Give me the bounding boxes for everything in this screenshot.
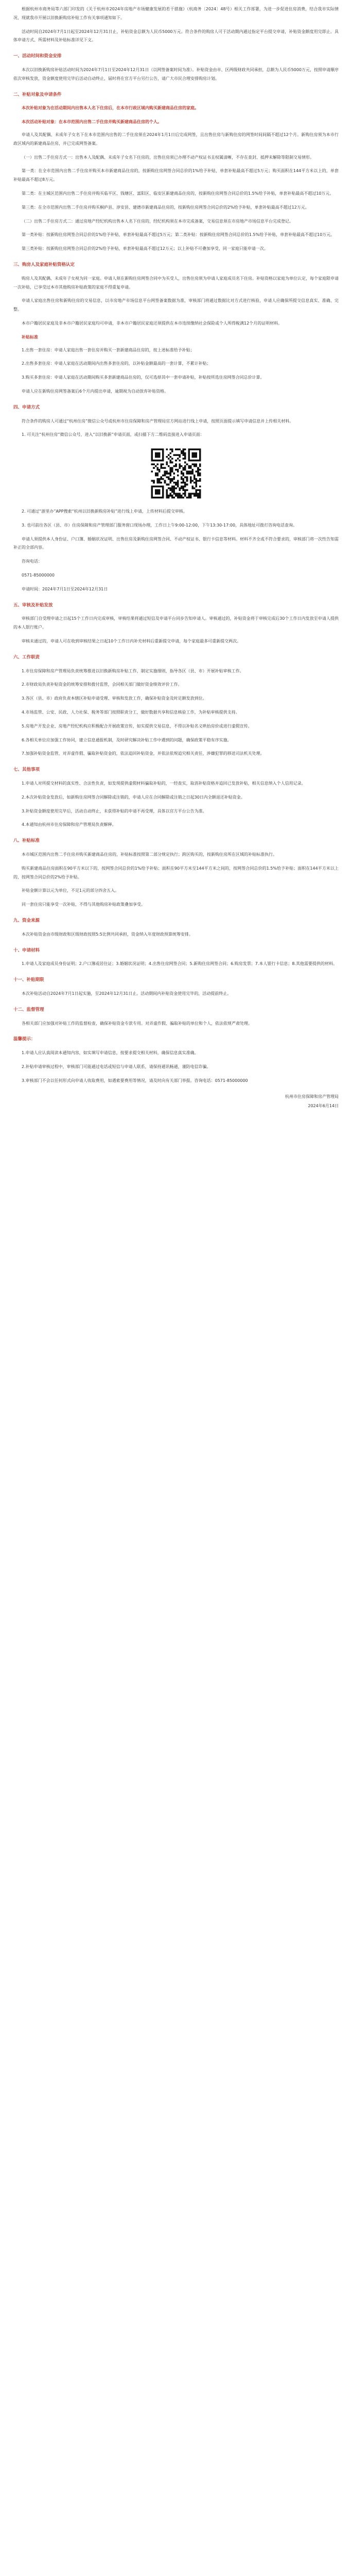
section bbox=[13, 766, 339, 829]
section-paragraph: （一）出售二手住房方式一：出售本人及配偶、未成年子女名下住房的，出售住房须已办理不动产权证书且权属清晰，不存在查封、抵押未解除等限制交易情形。 bbox=[22, 155, 314, 160]
section-paragraph: 本次补贴资金由市级财政和区级财政按照5:5比例共同承担，资金纳入年度财政预算统筹安排。 bbox=[22, 931, 193, 937]
section-paragraph: 购房人及其配偶、未成年子女视为同一家庭。申请人须在新购住房网签合同中为买受人，出售住房须为申请人家庭成员名下住房。补贴资格以家庭为单位认定，每个家庭限申请一次补贴，已享受过本市其他购房补贴政策的家庭不得重复申请。 bbox=[13, 276, 339, 290]
section-heading: 七、其他事项 bbox=[13, 767, 40, 773]
section-paragraph: 本次以旧换新购房补贴活动时间为2024年7月1日至2024年12月31日（以网签备案时间为准）。补贴资金由市、区两级财政共同承担，总额为人民币5000万元，按照申请顺序依次审核发放，资金额度使用完毕后活动自动终止，届时将在官方平台另行公告，请广大市民合理安排购房计划。 bbox=[13, 67, 339, 81]
section bbox=[13, 837, 339, 909]
section-heading: 五、审核及补贴发放 bbox=[13, 602, 53, 608]
section-heading: 六、工作职责 bbox=[13, 654, 40, 660]
section-paragraph: 1.出售一套住房：申请人家庭出售一套住房并购买一套新建商品住房的，按上述标准给予补贴； bbox=[22, 347, 195, 352]
sections bbox=[13, 52, 339, 1028]
section-paragraph: 2. 可通过“浙里办”APP搜索“杭州以旧换新购房补贴”进行线上申请，上传材料后提交审核。 bbox=[22, 509, 187, 514]
note-item: 2.补贴申请审核过程中，审核部门可能通过电话或短信与申请人联系，请保持通讯畅通，谨防电信诈骗。 bbox=[22, 1064, 211, 1069]
notes-list bbox=[13, 1049, 339, 1085]
section-paragraph: 申请时间：2024年7月1日至2024年12月31日 bbox=[22, 586, 108, 591]
section-paragraph: 4.本通知由杭州市住房保障和房产管理局负责解释。 bbox=[22, 822, 116, 827]
section-paragraph: 4.市场监管、公安、民政、人力社保、税务等部门按照职责分工，做好数据共享和信息核验工作，为补贴审核提供支持。 bbox=[22, 710, 240, 715]
section bbox=[13, 91, 339, 253]
section-paragraph: 第二类：在主城区范围内出售二手住房并购买临平区、钱塘区、富阳区、临安区新建商品住房的，按新购住房网签合同总价的1.5%给予补贴，单套补贴最高不超过10万元。 bbox=[22, 191, 334, 196]
intro-paragraph: 活动时间自2024年7月1日起至2024年12月31日止，补贴资金总额为人民币5000万元。符合条件的购房人可于活动期内通过指定平台提交申请，补贴资金额度用完即止。具体申请方式、所需材料及补贴标准详见下文。 bbox=[13, 29, 339, 43]
section-paragraph: 第三类：在全市范围内出售二手住房并购买桐庐县、淳安县、建德市新建商品住房的，按新购住房网签合同总价的2%给予补贴，单套补贴最高不超过12万元。 bbox=[22, 205, 309, 210]
signature: 杭州市住房保障和房产管理局 bbox=[285, 1094, 339, 1099]
section-paragraph: 本次补贴活动自2024年7月1日起实施，至2024年12月31日止。活动期间内补贴资金使用完毕的，活动提前终止。 bbox=[22, 991, 232, 996]
section-paragraph: 第三类补贴：按新购住房网签合同总价的2%给予补贴，单套补贴最高不超过12万元；以上补贴不可叠加享受，同一家庭只能申请一次。 bbox=[22, 246, 268, 251]
section-paragraph: 申请人须提供本人身份证、户口簿、婚姻状况证明、出售住房及新购住房网签合同、不动产权证书、银行卡信息等材料。材料不齐全或不符合要求的，审核部门将一次性告知需补正的全部内容。 bbox=[13, 536, 339, 550]
section-subheading: 本次活动补贴对象：在本市范围内出售二手住房并购买新建商品住房的个人。 bbox=[22, 120, 162, 125]
section-paragraph: 审核部门自受理申请之日起15个工作日内完成审核，审核结果将通过短信及申请平台同步告知申请人。审核通过的，补贴资金将于审核完成后30个工作日内发放至申请人提供的本人银行账户。 bbox=[13, 616, 339, 630]
section-subheading: 本次补贴对象为在活动期间内出售本人名下住房后，在本市行政区域内购买新建商品住房的家庭。 bbox=[22, 106, 199, 111]
section-paragraph: 1. 可关注“杭州住房”微信公众号，进入“以旧换新”申请页面，或扫描下方二维码直接进入申请页面： bbox=[22, 432, 204, 437]
intro bbox=[13, 5, 339, 45]
section-paragraph: 第一类：在全市范围内出售二手住房并购买本市新建商品住房的，按新购住房网签合同总价的1%给予补贴，单套补贴最高不超过5万元；购买面积在144平方米以上的，单套补贴最高不超过8万元。 bbox=[13, 168, 339, 182]
section-paragraph: 2.本次补贴资金发放后，如新购住房网签合同解除或注销的，申请人应在合同解除或注销之日起30日内全额退还补贴资金。 bbox=[22, 794, 245, 800]
section-heading: 一、活动时间和资金安排 bbox=[13, 54, 62, 59]
section-paragraph: 6.各相关单位应加强工作协同，建立信息通报机制，及时研究解决补贴工作中遇到的问题，确保政策平稳有序实施。 bbox=[22, 737, 232, 742]
section bbox=[13, 403, 339, 594]
section-paragraph: 申请人应在新购住房网签备案后6个月内提出申请，逾期视为自动放弃补贴资格。 bbox=[22, 388, 169, 394]
notes-block bbox=[13, 1035, 339, 1085]
intro-paragraph: 根据杭州市商务局等六部门印发的《关于杭州市2024年房地产市场健康发展的若干措施》（杭商务〔2024〕48号）相关工作部署，为进一步促进住房消费，结合我市实际情况，现就我市开展以旧换新购房补贴工作有关事项通知如下。 bbox=[13, 7, 339, 20]
section-paragraph: 申请人及其配偶、未成年子女名下在本市范围内出售的二手住房须在2024年1月1日后完成网签，且出售住房与新购住房的网签时间间隔不超过12个月。新购住房须为本市行政区域内的新建商品住房，并已完成网签备案。 bbox=[13, 132, 339, 146]
section-paragraph: 1.市住房保障和房产管理局负责统筹推进以旧换新购房补贴工作，制定实施细则，指导各区（县、市）开展补贴审核工作。 bbox=[22, 668, 244, 673]
section bbox=[13, 917, 339, 939]
notes-title: 温馨提示： bbox=[13, 1037, 36, 1042]
section-heading: 八、补贴标准 bbox=[13, 838, 40, 844]
note-item: 1.申请人应认真阅读本通知内容，如实填写申请信息，按要求提交相关材料，确保信息真实准确。 bbox=[22, 1050, 199, 1056]
section-paragraph: 申请人家庭出售住房和新购住房的交易信息，以市房地产市场信息平台网签备案数据为准，审核部门将通过数据比对方式进行核验，申请人应确保所提交信息真实、准确、完整。 bbox=[13, 298, 339, 312]
section-heading: 二、补贴对象及申请条件 bbox=[13, 92, 62, 97]
section-paragraph: 第一类补贴：按新购住房网签合同总价的1%给予补贴，单套补贴最高不超过5万元；第二类补贴：按新购住房网签合同总价的1.5%给予补贴，单套补贴最高不超过10万元。 bbox=[22, 232, 335, 238]
section-paragraph: 5.房地产开发企业、房地产经纪机构应积极配合开展政策宣传，如实提供交易信息，不得以补贴名义哄抬房价或进行虚假宣传。 bbox=[22, 723, 252, 728]
section-subheading: 补贴标准 bbox=[22, 334, 38, 340]
section-heading: 三、购房人及家庭补贴资格认定 bbox=[13, 262, 75, 267]
note-item: 3.审核部门不会以任何形式向申请人收取费用，如遇索要费用等情况，请及时向有关部门举报。咨询电话：0571-85000000 bbox=[22, 1078, 248, 1083]
section bbox=[13, 1006, 339, 1028]
section-paragraph: 咨询电话： bbox=[22, 559, 42, 564]
section-paragraph: 购买新建商品住房面积在90平方米以下的，按网签合同总价的1%给予补贴；面积在90平方米至144平方米之间的，按网签合同总价的1.5%给予补贴；面积在144平方米以上的，按网签合同总价的2%给予补贴。 bbox=[13, 866, 339, 879]
section-paragraph: 补贴金额计算以元为单位，不足1元的部分四舍五入。 bbox=[22, 888, 119, 893]
section-paragraph: 3.购买多套住房：申请人家庭在活动期间购买多套新建商品住房的，仅可选择其中一套申请补贴，补贴按所选住房网签合同总价计算。 bbox=[22, 375, 265, 380]
section-paragraph: 2.市财政局负责补贴资金的统筹安排和拨付监管，会同相关部门做好资金绩效评价工作。 bbox=[22, 682, 182, 687]
section-paragraph: 2.出售多套住房：申请人家庭在活动期间内出售多套住房的，以补贴金额最高的一套计算，不累计补贴； bbox=[22, 361, 211, 366]
section bbox=[13, 52, 339, 83]
issue-date: 2024年6月14日 bbox=[308, 1104, 339, 1109]
section-paragraph: 本市城区范围内出售二手住房并购买新建商品住房的，补贴标准按照第二部分规定执行；跨区购买的，按新购住房所在区域的补贴标准执行。 bbox=[22, 852, 277, 857]
section-paragraph: 3. 也可前往各区（县、市）住房保障和房产管理部门服务窗口现场办理，工作日上午9:00-12:00，下午13:30-17:00，具体地址可拨打咨询电话查询。 bbox=[22, 522, 297, 528]
section-paragraph: 符合条件的购房人可通过“杭州住房”微信公众号或杭州市住房保障和房产管理局官方网站进行线上申请，按照页面提示填写申请信息并上传相关材料。 bbox=[22, 418, 294, 423]
qr-code-icon bbox=[149, 447, 203, 500]
section-paragraph: 审核未通过的，申请人可在收到审核结果之日起10个工作日内补充材料后重新提交申请，每个家庭最多可重新提交两次。 bbox=[22, 639, 241, 644]
section-paragraph: 1.申请人对所提交材料的真实性、合法性负责，如发现提供虚假材料骗取补贴的，一经查实，取消补贴资格并追回已发放补贴，相关信息纳入个人信用记录。 bbox=[22, 781, 306, 786]
section-heading: 十二、监督管理 bbox=[13, 1007, 44, 1012]
section-paragraph: 3.各区（县、市）政府负责本辖区补贴申请受理、审核和发放工作，确保补贴资金及时足额发放到位。 bbox=[22, 696, 207, 701]
section-paragraph: 0571-85000000 bbox=[22, 573, 55, 578]
section-heading: 十一、补贴期限 bbox=[13, 977, 44, 983]
section-heading: 九、资金来源 bbox=[13, 918, 40, 923]
section bbox=[13, 261, 339, 396]
section bbox=[13, 946, 339, 969]
section-paragraph: （二）出售二手住房方式二：通过房地产经纪机构出售本人名下住房的，经纪机构须在本市完成备案，交易信息须在市房地产市场信息平台完成登记。 bbox=[22, 218, 293, 224]
section bbox=[13, 976, 339, 998]
section-paragraph: 各相关部门应加强对补贴工作的监督检查，确保补贴资金专款专用。对弄虚作假、骗取补贴的单位和个人，依法依规严肃处理。 bbox=[22, 1021, 252, 1026]
section-heading: 四、申请方式 bbox=[13, 404, 40, 410]
section-heading: 十、申请材料 bbox=[13, 947, 40, 953]
section bbox=[13, 601, 339, 646]
section-paragraph: 同一套住房只能享受一次补贴，不得与其他购房补贴政策叠加享受。 bbox=[22, 902, 145, 907]
section-paragraph: 本市户籍居民家庭及非本市户籍居民家庭均可申请，非本市户籍居民家庭还须提供在本市连续缴纳社会保险或个人所得税满12个月的证明材料。 bbox=[22, 320, 283, 326]
section bbox=[13, 653, 339, 758]
section-paragraph: 7.加强补贴资金监管，对弄虚作假、骗取补贴资金的，依法追回补贴资金，并依法依规追究相关责任，涉嫌犯罪的移送司法机关处理。 bbox=[22, 751, 265, 756]
qr-code-wrap bbox=[13, 447, 339, 500]
section-paragraph: 1.申请人及家庭成员身份证明；2.户口簿或居住证；3.婚姻状况证明；4.出售住房网签合同；5.新购住房网签合同；6.购房发票；7.本人银行卡信息；8.其他需要提供的材料。 bbox=[22, 961, 338, 967]
section-paragraph: 3.补贴资金额度使用完毕后，活动自动终止，未获得补贴的申请不再受理，具体以官方平台公告为准。 bbox=[22, 808, 207, 814]
